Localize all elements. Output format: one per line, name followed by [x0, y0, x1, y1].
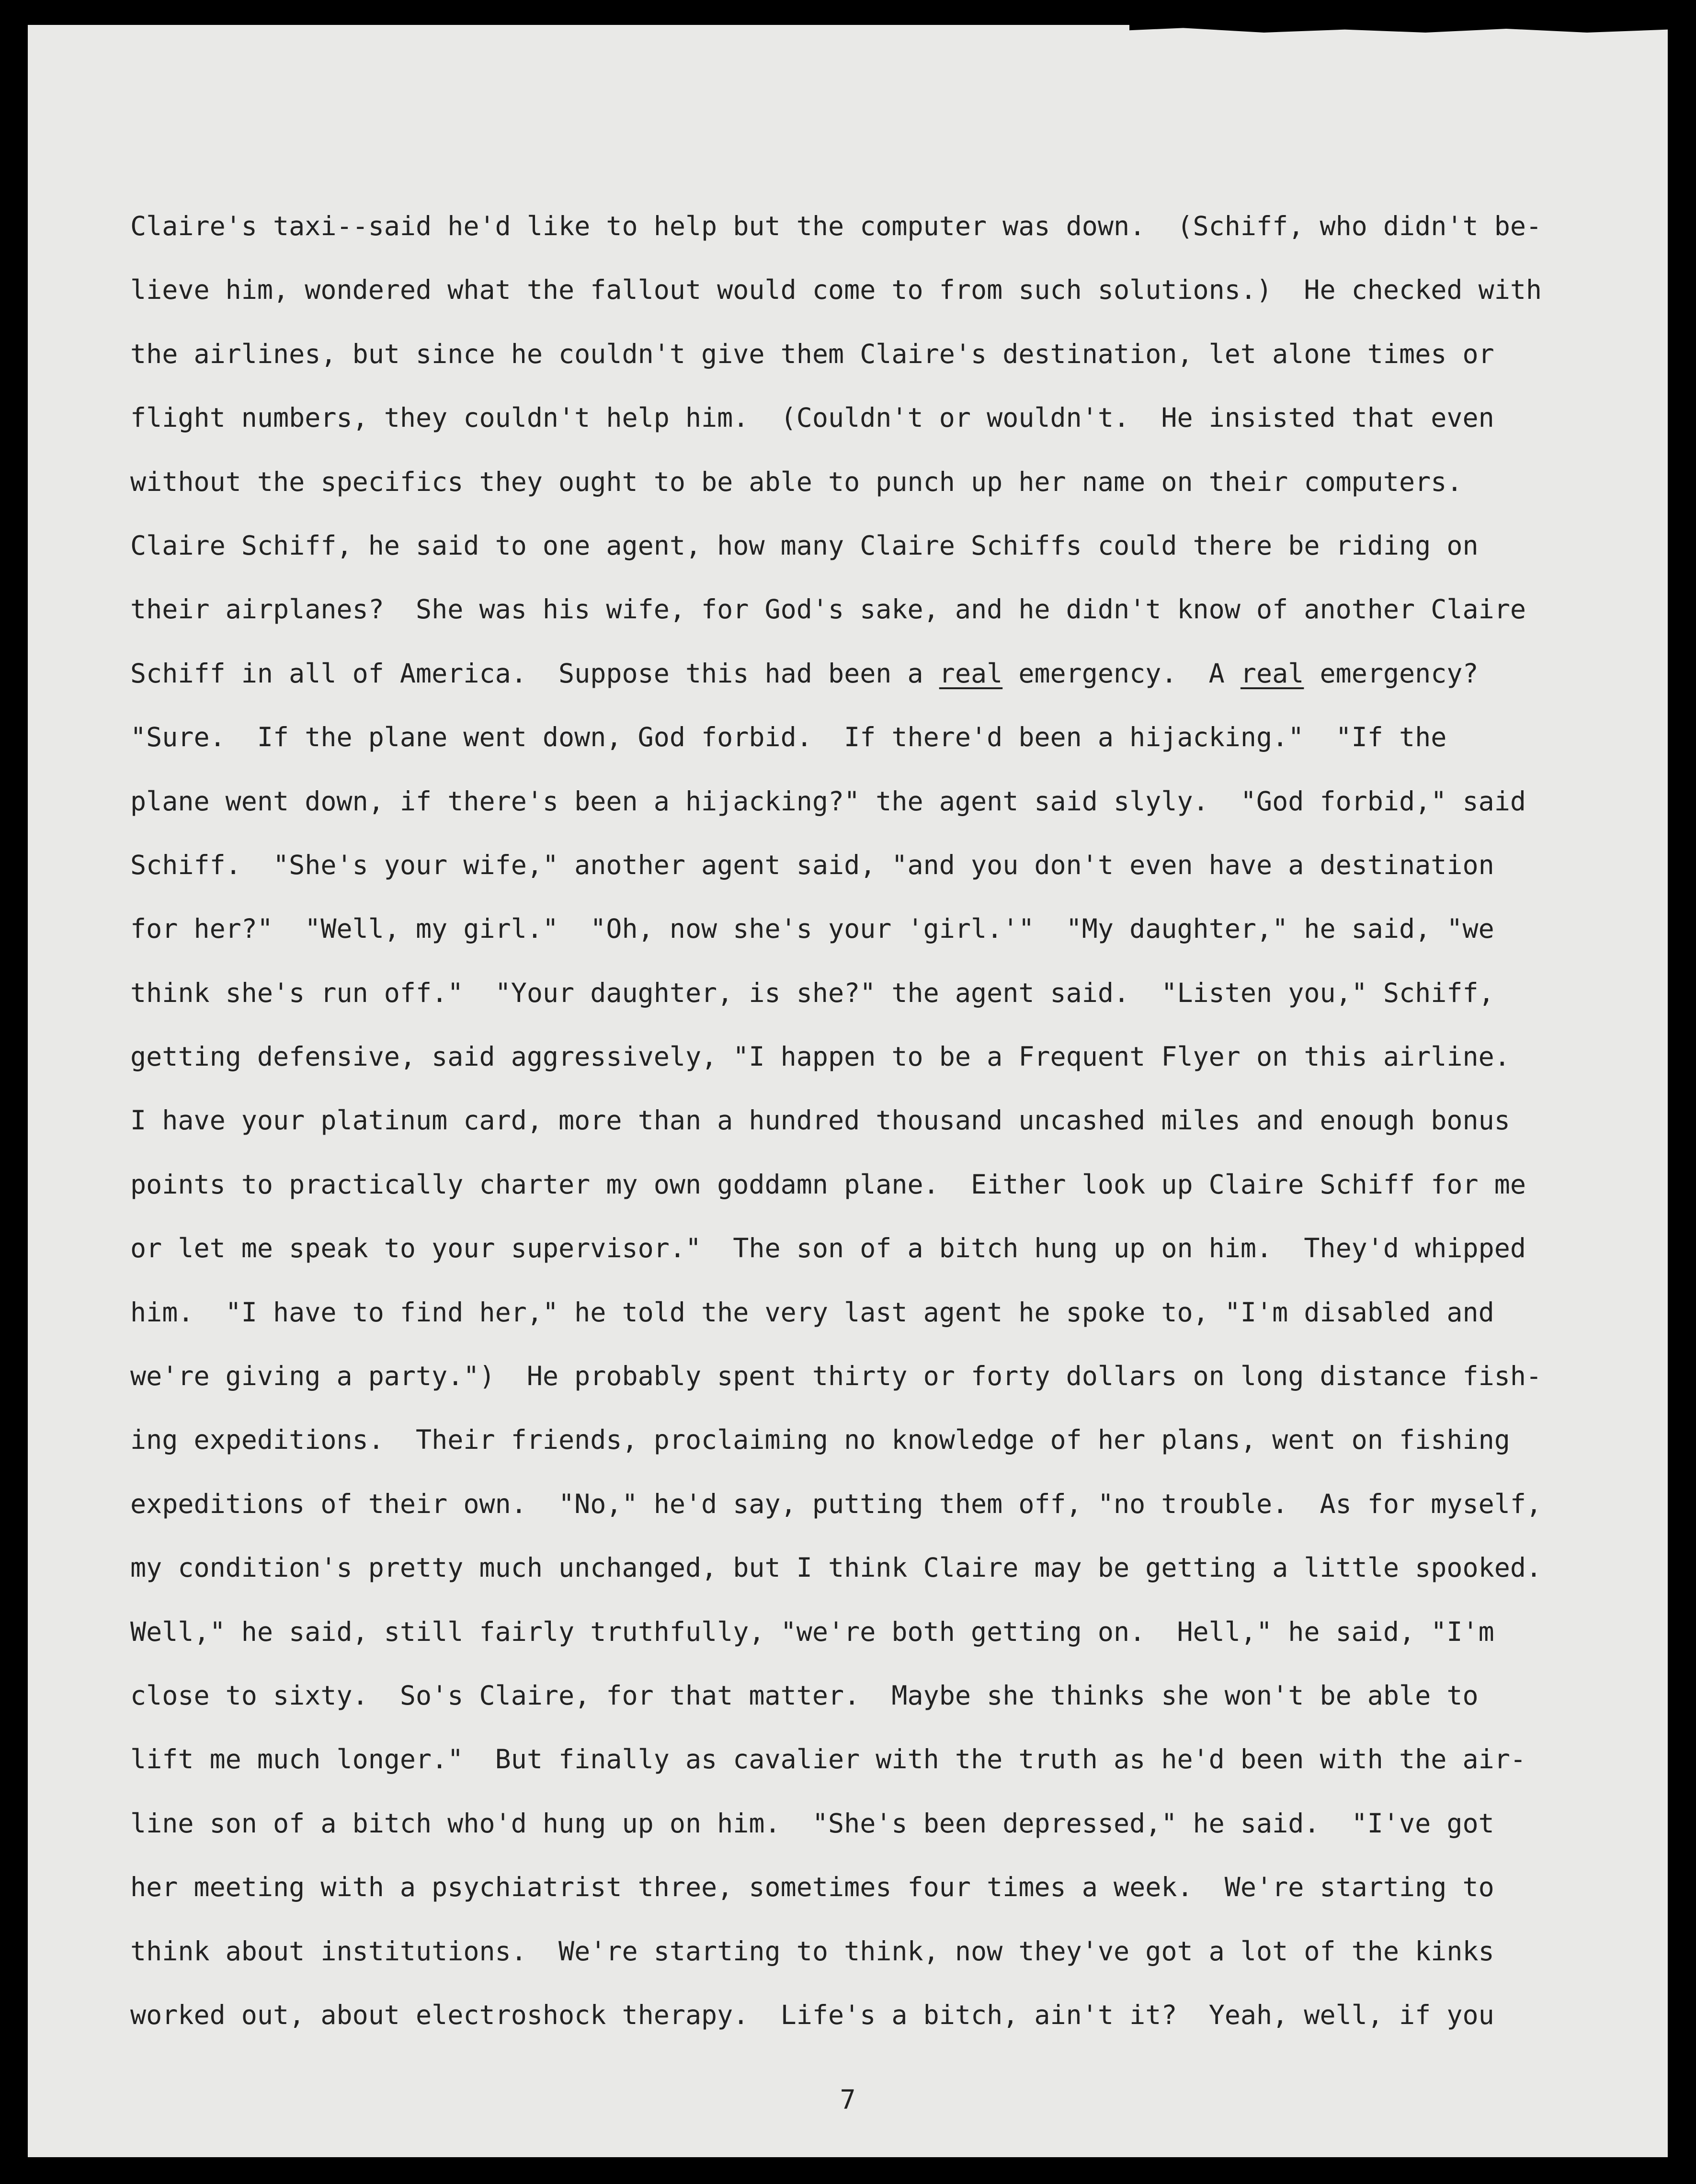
text-line: expeditions of their own. "No," he'd say, putting them off, "no trouble. As for myself, [130, 1488, 1542, 1519]
text-line: Claire Schiff, he said to one agent, how many Claire Schiffs could there be riding on [130, 530, 1479, 561]
text-line [130, 642, 1596, 705]
text-line: think about institutions. We're starting to think, now they've got a lot of the kinks [130, 1935, 1494, 1967]
text-segment: emergency. A [1002, 658, 1241, 689]
text-line: plane went down, if there's been a hijacking?" the agent said slyly. "God forbid," said [130, 785, 1526, 817]
text-line: the airlines, but since he couldn't give them Claire's destination, let alone times or [130, 338, 1494, 369]
text-line: close to sixty. So's Claire, for that matter. Maybe she thinks she won't be able to [130, 1680, 1479, 1711]
text-line: getting defensive, said aggressively, "I happen to be a Frequent Flyer on this airline. [130, 1041, 1510, 1072]
text-line: lieve him, wondered what the fallout would come to from such solutions.) He checked with [130, 274, 1542, 306]
text-line: Schiff. "She's your wife," another agent said, "and you don't even have a destination [130, 849, 1494, 880]
underlined-word: real [939, 658, 1003, 689]
underlined-word: real [1240, 658, 1304, 689]
text-line: I have your platinum card, more than a hundred thousand uncashed miles and enough bonus [130, 1105, 1510, 1136]
text-line: ing expeditions. Their friends, proclaiming no knowledge of her plans, went on fishing [130, 1424, 1510, 1456]
text-line: him. "I have to find her," he told the very last agent he spoke to, "I'm disabled and [130, 1297, 1494, 1328]
text-line: my condition's pretty much unchanged, but I think Claire may be getting a little spooked. [130, 1552, 1542, 1583]
text-line: worked out, about electroshock therapy. Life's a bitch, ain't it? Yeah, well, if you [130, 1999, 1494, 2030]
text-line: "Sure. If the plane went down, God forbid. If there'd been a hijacking." "If the [130, 722, 1447, 753]
text-line: points to practically charter my own goddamn plane. Either look up Claire Schiff for me [130, 1169, 1526, 1200]
text-line: lift me much longer." But finally as cavalier with the truth as he'd been with the air- [130, 1744, 1526, 1775]
text-line: flight numbers, they couldn't help him. (Couldn't or wouldn't. He insisted that even [130, 402, 1494, 433]
text-line: think she's run off." "Your daughter, is she?" the agent said. "Listen you," Schiff, [130, 977, 1494, 1008]
text-line: Well," he said, still fairly truthfully, "we're both getting on. Hell," he said, "I'm [130, 1616, 1494, 1647]
text-line: their airplanes? She was his wife, for God's sake, and he didn't know of another Claire [130, 594, 1526, 625]
text-line: for her?" "Well, my girl." "Oh, now she's your 'girl.'" "My daughter," he said, "we [130, 913, 1494, 944]
body-text [130, 194, 1596, 2047]
text-line: we're giving a party.") He probably spent thirty or forty dollars on long distance fish- [130, 1361, 1542, 1392]
text-segment: emergency? [1304, 658, 1479, 689]
text-line: without the specifics they ought to be able to punch up her name on their computers. [130, 466, 1463, 497]
text-line: or let me speak to your supervisor." The son of a bitch hung up on him. They'd whipped [130, 1233, 1526, 1264]
document-page [28, 25, 1668, 2157]
text-segment: Schiff in all of America. Suppose this had been a [130, 658, 939, 689]
page-number: 7 [840, 2084, 856, 2115]
text-line: Claire's taxi--said he'd like to help but the computer was down. (Schiff, who didn't be- [130, 211, 1542, 241]
text-line: her meeting with a psychiatrist three, sometimes four times a week. We're starting to [130, 1872, 1494, 1903]
text-line: line son of a bitch who'd hung up on him. "She's been depressed," he said. "I've got [130, 1808, 1494, 1839]
